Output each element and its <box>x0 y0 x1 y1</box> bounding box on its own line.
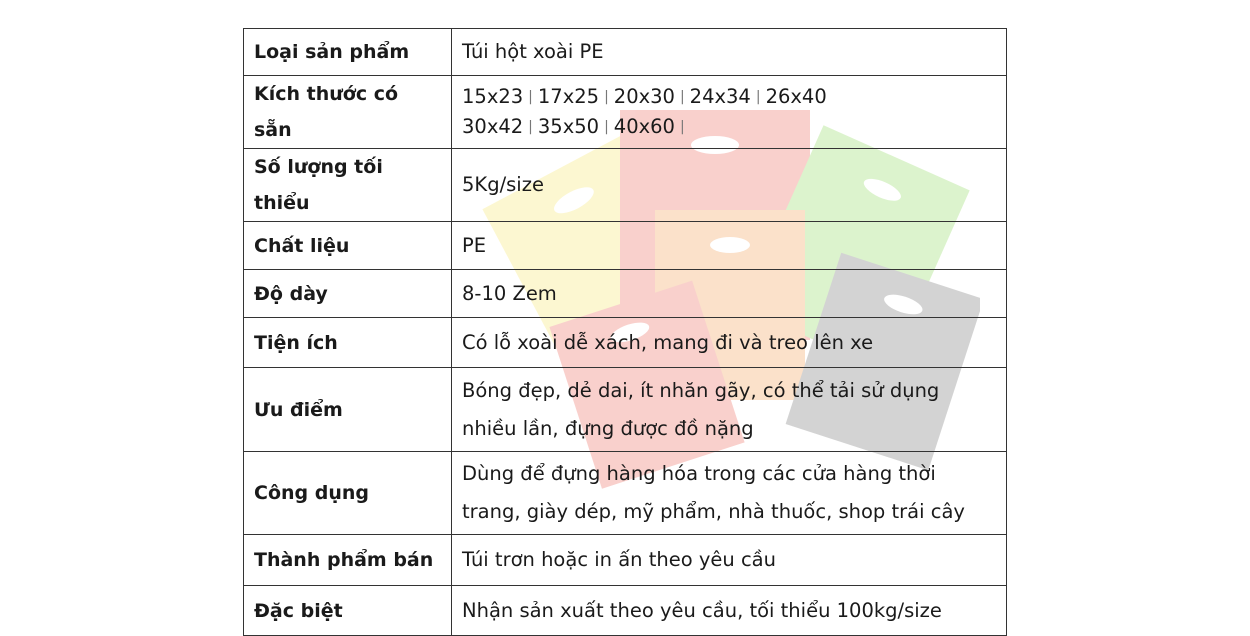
spec-value-line: 8-10 Zem <box>462 281 557 305</box>
spec-value-line: trang, giày dép, mỹ phẩm, nhà thuốc, shop trái cây <box>462 500 965 523</box>
spec-value-line: 5Kg/size <box>462 173 544 196</box>
size-separator: | <box>679 119 685 135</box>
size-separator: | <box>755 89 761 105</box>
spec-row <box>244 318 1007 368</box>
spec-value <box>452 149 1007 222</box>
spec-label: Ưu điểm <box>244 368 452 452</box>
spec-value <box>452 318 1007 368</box>
size-option: 20x30 <box>613 85 675 108</box>
spec-row <box>244 149 1007 222</box>
size-option: 15x23 <box>462 85 524 108</box>
spec-label: Tiện ích <box>244 318 452 368</box>
spec-row <box>244 535 1007 586</box>
spec-value-line: Nhận sản xuất theo yêu cầu, tối thiểu 100kg/size <box>462 598 942 622</box>
spec-value-line: Túi trơn hoặc in ấn theo yêu cầu <box>462 548 776 571</box>
size-separator: | <box>604 119 609 135</box>
spec-value-line: PE <box>462 233 487 257</box>
size-option: 30x42 <box>462 115 524 138</box>
size-option: 40x60 <box>613 115 675 138</box>
spec-value <box>452 586 1007 636</box>
spec-value-line: Túi hột xoài PE <box>462 40 604 63</box>
spec-label: Kích thước có sẵn <box>244 76 452 149</box>
size-line <box>462 82 996 112</box>
spec-row <box>244 222 1007 270</box>
size-option: 35x50 <box>537 115 600 138</box>
spec-label: Đặc biệt <box>244 586 452 636</box>
spec-row <box>244 586 1007 636</box>
spec-row <box>244 270 1007 318</box>
product-spec-table <box>243 28 1007 636</box>
size-option: 24x34 <box>689 85 751 108</box>
spec-label: Loại sản phẩm <box>244 29 452 76</box>
spec-value <box>452 270 1007 318</box>
spec-row <box>244 76 1007 149</box>
spec-value <box>452 76 1007 149</box>
spec-row <box>244 368 1007 452</box>
spec-value <box>452 29 1007 76</box>
spec-value <box>452 535 1007 586</box>
spec-value <box>452 452 1007 535</box>
size-separator: | <box>528 119 533 135</box>
spec-value-line: Dùng để đựng hàng hóa trong các cửa hàng thời <box>462 462 936 485</box>
size-separator: | <box>604 89 609 105</box>
size-option: 17x25 <box>537 85 600 108</box>
spec-value <box>452 222 1007 270</box>
spec-value-line: Có lỗ xoài dễ xách, mang đi và treo lên xe <box>462 330 874 354</box>
size-separator: | <box>528 89 533 105</box>
size-separator: | <box>679 89 685 105</box>
spec-value-line: Bóng đẹp, dẻ dai, ít nhăn gãy, có thể tải sử dụng <box>462 378 940 402</box>
spec-label: Công dụng <box>244 452 452 535</box>
spec-row <box>244 29 1007 76</box>
spec-value-line: nhiều lần, đựng được đồ nặng <box>462 416 754 440</box>
spec-label: Thành phẩm bán <box>244 535 452 586</box>
size-option: 26x40 <box>765 85 827 108</box>
spec-label: Số lượng tối thiểu <box>244 149 452 222</box>
spec-value <box>452 368 1007 452</box>
spec-label: Chất liệu <box>244 222 452 270</box>
size-line <box>462 112 996 142</box>
spec-row <box>244 452 1007 535</box>
spec-label: Độ dày <box>244 270 452 318</box>
